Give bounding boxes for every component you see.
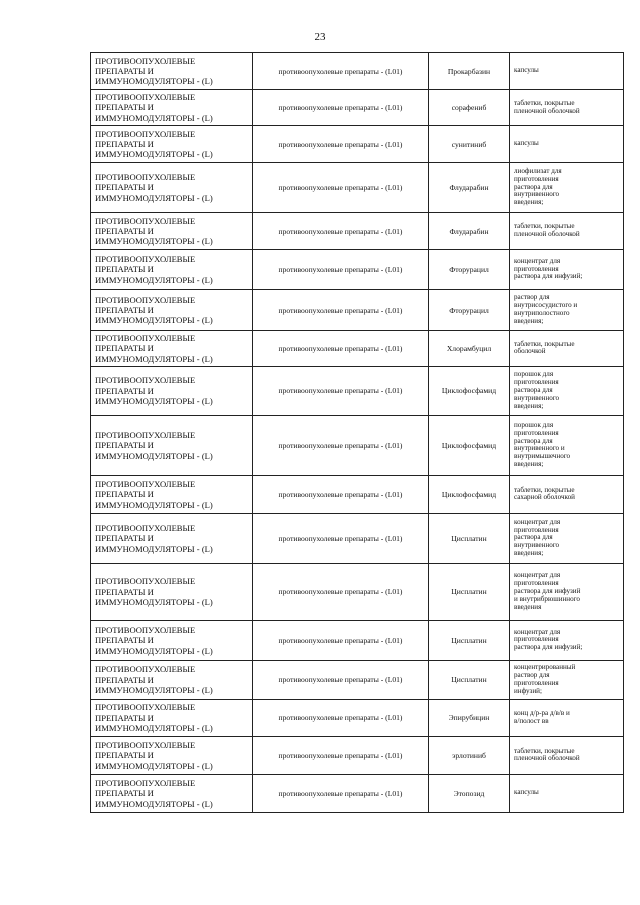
inn-cell xyxy=(429,163,510,213)
group-cell xyxy=(91,163,253,213)
group-cell-text: ПРОТИВООПУХОЛЕВЫЕ ПРЕПАРАТЫ И ИММУНОМОДУЛЯТОРЫ - (L) xyxy=(95,624,213,656)
table-row xyxy=(91,250,624,290)
inn-cell-text: сунитиниб xyxy=(451,139,487,149)
group-cell-text: ПРОТИВООПУХОЛЕВЫЕ ПРЕПАРАТЫ И ИММУНОМОДУЛЯТОРЫ - (L) xyxy=(95,254,213,285)
dosage-form-cell-text: раствор для внутрисосудистого и внутриполостного введения; xyxy=(514,293,578,325)
inn-cell xyxy=(429,660,510,699)
table-row xyxy=(91,90,624,126)
subgroup-cell-text: противоопухолевые препараты - (L01) xyxy=(278,440,403,450)
table-row xyxy=(91,774,624,812)
inn-cell-text: Флударабин xyxy=(449,183,489,192)
inn-cell-text: сорафениб xyxy=(451,103,487,112)
inn-cell xyxy=(429,53,510,90)
inn-cell xyxy=(429,366,510,415)
group-cell-text: ПРОТИВООПУХОЛЕВЫЕ ПРЕПАРАТЫ И ИММУНОМОДУЛЯТОРЫ - (L) xyxy=(95,92,213,123)
subgroup-cell xyxy=(253,366,429,415)
subgroup-cell xyxy=(253,620,429,660)
dosage-form-cell-text: концентрат для приготовления раствора для инфузий; xyxy=(514,627,583,652)
dosage-form-cell xyxy=(510,699,624,736)
table-row xyxy=(91,126,624,163)
group-cell xyxy=(91,90,253,126)
dosage-form-cell-text: порошок для приготовления раствора для внутривенного и внутримышечного введения; xyxy=(514,420,571,469)
inn-cell-text: Циклофосфамид xyxy=(441,386,497,396)
group-cell xyxy=(91,366,253,415)
inn-cell-text: Эпирубицин xyxy=(448,713,490,723)
dosage-form-cell-text: таблетки, покрытые сахарной оболочкой xyxy=(514,485,575,502)
dosage-form-cell-text: лиофилизат для приготовления раствора для внутривенного введения; xyxy=(514,166,562,207)
subgroup-cell xyxy=(253,53,429,90)
group-cell xyxy=(91,513,253,563)
subgroup-cell-text: противоопухолевые препараты - (L01) xyxy=(278,343,403,353)
table-row xyxy=(91,475,624,513)
dosage-form-cell-text: концентрат для приготовления раствора для инфузий и внутрибрюшинного введения xyxy=(514,571,581,611)
group-cell-text: ПРОТИВООПУХОЛЕВЫЕ ПРЕПАРАТЫ И ИММУНОМОДУЛЯТОРЫ - (L) xyxy=(95,739,213,771)
group-cell xyxy=(91,126,253,163)
table-row xyxy=(91,620,624,660)
subgroup-cell xyxy=(253,163,429,213)
subgroup-cell xyxy=(253,250,429,290)
dosage-form-cell-text: капсулы xyxy=(514,139,539,148)
subgroup-cell xyxy=(253,290,429,331)
dosage-form-cell xyxy=(510,213,624,250)
inn-cell xyxy=(429,620,510,660)
subgroup-cell-text: противоопухолевые препараты - (L01) xyxy=(278,635,403,645)
group-cell-text: ПРОТИВООПУХОЛЕВЫЕ ПРЕПАРАТЫ И ИММУНОМОДУЛЯТОРЫ - (L) xyxy=(95,128,213,160)
dosage-form-cell xyxy=(510,736,624,774)
table-row xyxy=(91,331,624,367)
group-cell-text: ПРОТИВООПУХОЛЕВЫЕ ПРЕПАРАТЫ И ИММУНОМОДУЛЯТОРЫ - (L) xyxy=(95,215,213,247)
subgroup-cell xyxy=(253,513,429,563)
inn-cell-text: Фторурацил xyxy=(449,305,489,315)
subgroup-cell-text: противоопухолевые препараты - (L01) xyxy=(278,750,403,760)
table-row xyxy=(91,53,624,90)
table-row xyxy=(91,736,624,774)
dosage-form-cell-text: таблетки, покрытые пленочной оболочкой xyxy=(514,222,580,238)
group-cell xyxy=(91,331,253,367)
inn-cell xyxy=(429,290,510,331)
table-row xyxy=(91,290,624,331)
group-cell-text: ПРОТИВООПУХОЛЕВЫЕ ПРЕПАРАТЫ И ИММУНОМОДУЛЯТОРЫ - (L) xyxy=(95,294,213,326)
table-row xyxy=(91,699,624,736)
subgroup-cell-text: противоопухолевые препараты - (L01) xyxy=(278,265,403,274)
group-cell xyxy=(91,620,253,660)
group-cell xyxy=(91,53,253,90)
group-cell xyxy=(91,475,253,513)
dosage-form-cell xyxy=(510,366,624,415)
subgroup-cell xyxy=(253,699,429,736)
subgroup-cell-text: противоопухолевые препараты - (L01) xyxy=(278,183,403,192)
dosage-form-cell-text: таблетки, покрытые оболочкой xyxy=(514,339,575,356)
page-number: 23 xyxy=(314,31,326,43)
group-cell xyxy=(91,290,253,331)
dosage-form-cell xyxy=(510,513,624,563)
subgroup-cell xyxy=(253,90,429,126)
inn-cell xyxy=(429,250,510,290)
inn-cell xyxy=(429,331,510,367)
subgroup-cell-text: противоопухолевые препараты - (L01) xyxy=(278,305,403,315)
table-body xyxy=(91,53,624,813)
group-cell xyxy=(91,699,253,736)
subgroup-cell-text: противоопухолевые препараты - (L01) xyxy=(278,66,403,76)
inn-cell xyxy=(429,563,510,620)
inn-cell xyxy=(429,774,510,812)
subgroup-cell xyxy=(253,331,429,367)
group-cell xyxy=(91,563,253,620)
table-row xyxy=(91,213,624,250)
dosage-form-cell-text: порошок для приготовления раствора для внутривенного введения; xyxy=(514,370,560,410)
dosage-form-cell xyxy=(510,415,624,475)
subgroup-cell xyxy=(253,126,429,163)
group-cell xyxy=(91,213,253,250)
group-cell xyxy=(91,415,253,475)
subgroup-cell xyxy=(253,660,429,699)
inn-cell-text: Цисплатин xyxy=(451,587,487,597)
dosage-form-cell xyxy=(510,475,624,513)
group-cell-text: ПРОТИВООПУХОЛЕВЫЕ ПРЕПАРАТЫ И ИММУНОМОДУЛЯТОРЫ - (L) xyxy=(95,375,213,407)
inn-cell xyxy=(429,736,510,774)
group-cell-text: ПРОТИВООПУХОЛЕВЫЕ ПРЕПАРАТЫ И ИММУНОМОДУЛЯТОРЫ - (L) xyxy=(95,664,213,696)
dosage-form-cell-text: капсулы xyxy=(514,66,539,75)
group-cell xyxy=(91,250,253,290)
group-cell-text: ПРОТИВООПУХОЛЕВЫЕ ПРЕПАРАТЫ И ИММУНОМОДУЛЯТОРЫ - (L) xyxy=(95,777,213,809)
table-row xyxy=(91,660,624,699)
dosage-form-cell-text: концентрат для приготовления раствора для внутривенного введения; xyxy=(514,517,561,558)
subgroup-cell-text: противоопухолевые препараты - (L01) xyxy=(278,675,403,685)
dosage-form-cell xyxy=(510,660,624,699)
dosage-form-cell xyxy=(510,774,624,812)
subgroup-cell xyxy=(253,563,429,620)
inn-cell-text: Хлорамбуцил xyxy=(446,343,492,353)
dosage-form-cell xyxy=(510,563,624,620)
inn-cell-text: Флударабин xyxy=(449,226,489,236)
group-cell-text: ПРОТИВООПУХОЛЕВЫЕ ПРЕПАРАТЫ И ИММУНОМОДУЛЯТОРЫ - (L) xyxy=(95,702,213,734)
inn-cell xyxy=(429,90,510,126)
group-cell xyxy=(91,774,253,812)
group-cell xyxy=(91,660,253,699)
dosage-form-cell-text: капсулы xyxy=(514,788,539,797)
subgroup-cell xyxy=(253,736,429,774)
subgroup-cell xyxy=(253,213,429,250)
dosage-form-cell xyxy=(510,331,624,367)
subgroup-cell xyxy=(253,475,429,513)
group-cell-text: ПРОТИВООПУХОЛЕВЫЕ ПРЕПАРАТЫ И ИММУНОМОДУЛЯТОРЫ - (L) xyxy=(95,478,213,510)
group-cell-text: ПРОТИВООПУХОЛЕВЫЕ ПРЕПАРАТЫ И ИММУНОМОДУЛЯТОРЫ - (L) xyxy=(95,522,213,554)
inn-cell-text: Этопозид xyxy=(453,788,485,798)
dosage-form-cell-text: концентрированный раствор для приготовления инфузий; xyxy=(514,663,576,695)
subgroup-cell-text: противоопухолевые препараты - (L01) xyxy=(278,386,403,396)
group-cell xyxy=(91,736,253,774)
table-row xyxy=(91,415,624,475)
subgroup-cell-text: противоопухолевые препараты - (L01) xyxy=(278,788,403,798)
group-cell-text: ПРОТИВООПУХОЛЕВЫЕ ПРЕПАРАТЫ И ИММУНОМОДУЛЯТОРЫ - (L) xyxy=(95,172,213,203)
dosage-form-cell xyxy=(510,53,624,90)
inn-cell-text: Цисплатин xyxy=(451,675,487,685)
table-row xyxy=(91,366,624,415)
dosage-form-cell-text: конц д/р-ра д/в/в и в/полост вв xyxy=(514,709,570,725)
subgroup-cell-text: противоопухолевые препараты - (L01) xyxy=(278,533,403,543)
subgroup-cell-text: противоопухолевые препараты - (L01) xyxy=(278,713,403,723)
group-cell-text: ПРОТИВООПУХОЛЕВЫЕ ПРЕПАРАТЫ И ИММУНОМОДУЛЯТОРЫ - (L) xyxy=(95,55,213,87)
group-cell-text: ПРОТИВООПУХОЛЕВЫЕ ПРЕПАРАТЫ И ИММУНОМОДУЛЯТОРЫ - (L) xyxy=(95,576,213,608)
subgroup-cell-text: противоопухолевые препараты - (L01) xyxy=(278,103,403,112)
dosage-form-cell-text: таблетки, покрытые пленочной оболочкой xyxy=(514,746,580,763)
inn-cell xyxy=(429,699,510,736)
dosage-form-cell-text: концентрат для приготовления раствора для инфузий; xyxy=(514,256,583,281)
inn-cell-text: Прокарбазин xyxy=(447,66,491,76)
inn-cell-text: Цисплатин xyxy=(451,533,487,543)
inn-cell xyxy=(429,475,510,513)
subgroup-cell-text: противоопухолевые препараты - (L01) xyxy=(278,489,403,499)
table-row xyxy=(91,163,624,213)
dosage-form-cell-text: таблетки, покрытые пленочной оболочкой xyxy=(514,98,580,115)
inn-cell-text: Циклофосфамид xyxy=(441,489,497,499)
dosage-form-cell xyxy=(510,620,624,660)
dosage-form-cell xyxy=(510,250,624,290)
dosage-form-cell xyxy=(510,163,624,213)
group-cell-text: ПРОТИВООПУХОЛЕВЫЕ ПРЕПАРАТЫ И ИММУНОМОДУЛЯТОРЫ - (L) xyxy=(95,429,213,461)
table-row xyxy=(91,513,624,563)
inn-cell xyxy=(429,513,510,563)
subgroup-cell xyxy=(253,415,429,475)
subgroup-cell xyxy=(253,774,429,812)
inn-cell xyxy=(429,415,510,475)
drug-table xyxy=(90,52,624,813)
inn-cell xyxy=(429,213,510,250)
group-cell-text: ПРОТИВООПУХОЛЕВЫЕ ПРЕПАРАТЫ И ИММУНОМОДУЛЯТОРЫ - (L) xyxy=(95,333,213,364)
inn-cell xyxy=(429,126,510,163)
subgroup-cell-text: противоопухолевые препараты - (L01) xyxy=(278,226,403,236)
inn-cell-text: Фторурацил xyxy=(449,265,489,274)
dosage-form-cell xyxy=(510,126,624,163)
subgroup-cell-text: противоопухолевые препараты - (L01) xyxy=(278,139,403,149)
dosage-form-cell xyxy=(510,290,624,331)
dosage-form-cell xyxy=(510,90,624,126)
inn-cell-text: Цисплатин xyxy=(451,635,487,645)
table-row xyxy=(91,563,624,620)
inn-cell-text: эрлотиниб xyxy=(452,750,486,760)
inn-cell-text: Циклофосфамид xyxy=(441,440,497,450)
subgroup-cell-text: противоопухолевые препараты - (L01) xyxy=(278,587,403,597)
